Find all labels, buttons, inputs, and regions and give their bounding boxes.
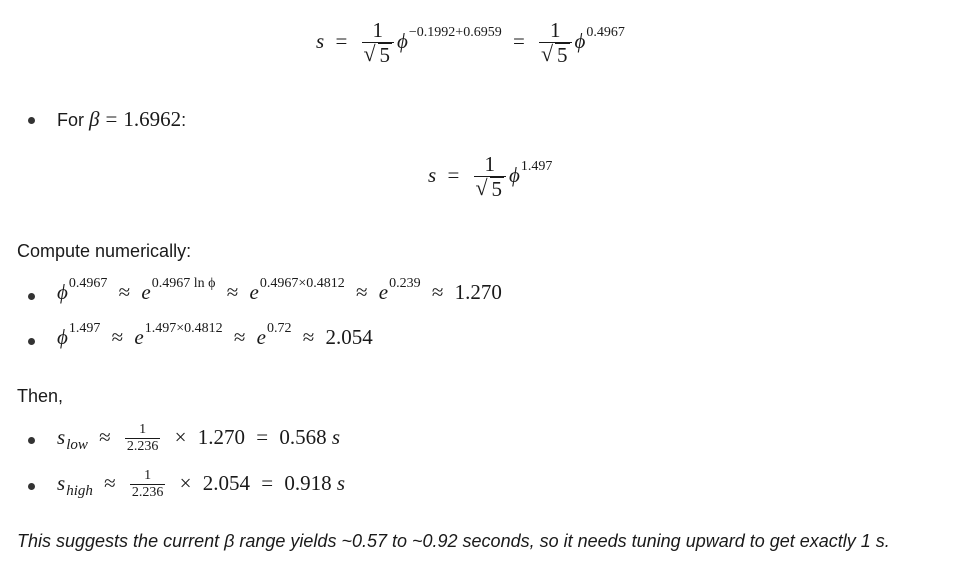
res1-num: 1 [139,422,147,437]
eq1-fraction [362,18,395,68]
approx-icon: ≈ [104,470,116,495]
eq1-base-2: ϕ [574,28,586,53]
eq1-lhs: s [316,28,325,53]
num1-exp: 0.4967 [68,276,108,291]
approx-icon: ≈ [431,280,444,304]
res2-equals: = [261,470,274,495]
eq2-exp: 1.497 [520,158,553,174]
num2-base: ϕ [57,325,68,349]
res2-unit: s [336,470,346,495]
num2-e1-exp: 1.497×0.4812 [144,321,223,336]
eq2-fraction [474,152,507,202]
num1-e1-exp: 0.4967 ln ϕ [151,276,216,291]
res2-var: s [57,470,66,495]
eq2-frac-num: 1 [484,152,496,176]
approx-icon: ≈ [226,280,239,304]
beta-symbol: β [89,107,100,131]
beta-equals: = [105,107,118,131]
times-icon: × [179,470,192,495]
e-symbol: e [249,280,259,304]
eq1-base: ϕ [397,28,408,53]
res1-var: s [57,424,66,449]
eq1-exp: −0.1992+0.6959 [408,24,502,40]
res2-num: 1 [144,468,152,483]
sqrt-icon: √ [363,41,376,67]
res1-fraction [125,422,161,456]
approx-icon: ≈ [99,424,111,449]
eq1-equals-2: = [512,28,525,53]
approx-icon: ≈ [302,325,315,349]
num1-result: 1.270 [454,280,502,304]
e-symbol: e [378,280,389,304]
eq2-base: ϕ [509,162,520,187]
res1-sub: low [66,436,88,453]
approx-icon: ≈ [356,280,368,304]
eq1-fraction-2 [539,18,572,68]
equation-2 [428,152,552,202]
eq2-lhs: s [428,162,437,187]
then-label: Then, [17,386,64,406]
approx-icon: ≈ [233,325,246,349]
res1-mult: 1.270 [197,424,245,449]
beta-line [57,107,186,132]
num2-e2-exp: 0.72 [267,321,292,336]
res2-sub: high [66,482,93,499]
eq1-exp-2: 0.4967 [586,24,625,40]
res2-den: 2.236 [131,485,164,501]
eq1-frac2-den: 5 [557,43,568,68]
beta-prefix: For [57,110,90,130]
beta-suffix: : [181,110,187,130]
numeric-line-1 [57,276,502,305]
res2-val: 0.918 [284,470,332,495]
sqrt-icon: √ [475,175,488,201]
res2-mult: 2.054 [202,470,250,495]
num1-base: ϕ [57,280,68,304]
res1-unit: s [331,424,341,449]
e-symbol: e [134,325,144,349]
eq2-equals: = [447,162,460,187]
numeric-line-2 [57,321,373,350]
eq2-frac-den: 5 [491,177,503,202]
eq1-equals: = [335,28,348,53]
bullet-icon [28,483,35,490]
approx-icon: ≈ [118,280,131,304]
num1-e3-exp: 0.239 [389,276,421,291]
res1-den: 2.236 [126,439,159,455]
approx-icon: ≈ [111,325,124,349]
result-line-low [57,422,340,456]
num2-exp: 1.497 [68,321,101,336]
bullet-icon [28,117,35,124]
beta-value: 1.6962 [123,107,182,131]
bullet-icon [28,437,35,444]
eq1-frac2-num: 1 [550,18,561,42]
sqrt-icon: √ [541,41,554,67]
result-line-high [57,468,345,502]
bullet-icon [28,293,35,300]
num1-e2-exp: 0.4967×0.4812 [259,276,345,291]
bullet-icon [28,338,35,345]
conclusion-text: This suggests the current β range yields ~0.57 to ~0.92 seconds, so it needs tuning upward to get exactly 1 s. [17,531,890,551]
res1-equals: = [256,424,269,449]
eq1-frac-den: 5 [379,43,391,68]
num2-result: 2.054 [325,325,373,349]
eq1-frac-num: 1 [372,18,384,42]
e-symbol: e [141,280,151,304]
res2-fraction [130,468,166,502]
equation-1 [316,18,625,68]
e-symbol: e [256,325,266,349]
res1-val: 0.568 [279,424,327,449]
times-icon: × [174,424,187,449]
compute-label: Compute numerically: [17,241,192,261]
